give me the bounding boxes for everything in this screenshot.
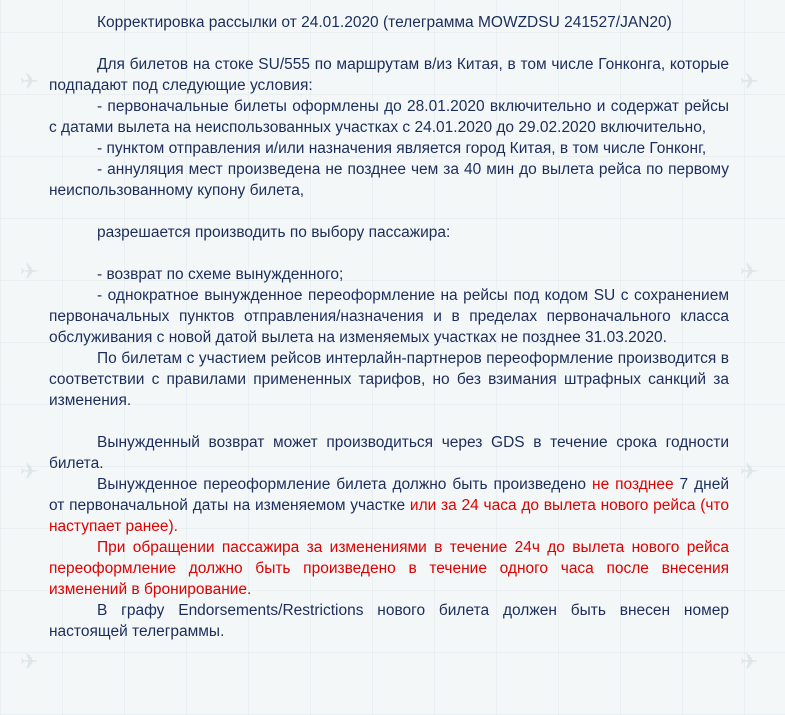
paragraph-scope: Для билетов на стоке SU/555 по маршрутам в/из Китая, в том числе Гонконга, которые подпадают под следующие условия: xyxy=(49,56,729,94)
spacer xyxy=(49,201,729,222)
document-body xyxy=(49,12,729,642)
condition-issue-dates: - первоначальные билеты оформлены до 28.01.2020 включительно и содержат рейсы с датами вылета на неиспользованных участках с 24.01.2020 до 29.02.2020 включительно, xyxy=(49,98,729,136)
watermark-logo: ✈ xyxy=(20,460,39,485)
paragraph-permission: разрешается производить по выбору пассажира: xyxy=(97,224,451,241)
deadline-highlight: не позднее xyxy=(592,476,674,493)
option-reissue: - однократное вынужденное переоформление на рейсы под кодом SU с сохранением первоначальных пунктов отправления/назначения и в пределах первоначального класса обслуживания с новой датой вылета на изменяемых участках не позднее 31.03.2020. xyxy=(49,287,729,346)
paragraph-endorsements: В графу Endorsements/Restrictions нового билета должен быть внесен номер настоящей телеграммы. xyxy=(49,602,729,640)
watermark-logo: ✈ xyxy=(20,70,39,95)
condition-origin-destination: - пунктом отправления и/или назначения является город Китая, в том числе Гонконг, xyxy=(97,140,707,157)
paragraph-interline: По билетам с участием рейсов интерлайн-партнеров переоформление производится в соответствии с правилами примененных тарифов, но без взимания штрафных санкций за изменения. xyxy=(49,350,729,409)
option-refund: - возврат по схеме вынужденного; xyxy=(97,266,344,283)
paragraph-reissue-deadline xyxy=(49,474,729,537)
watermark-logo: ✈ xyxy=(740,650,759,675)
condition-cancellation: - аннуляция мест произведена не позднее чем за 40 мин до вылета рейса по первому неиспользованному купону билета, xyxy=(49,161,729,199)
paragraph-gds-refund: Вынужденный возврат может производиться через GDS в течение срока годности билета. xyxy=(49,434,729,472)
watermark-logo: ✈ xyxy=(20,260,39,285)
spacer xyxy=(49,243,729,264)
deadline-text: Вынужденное переоформление билета должно быть произведено xyxy=(97,476,593,493)
watermark-logo: ✈ xyxy=(740,260,759,285)
watermark-logo: ✈ xyxy=(740,70,759,95)
spacer xyxy=(49,411,729,432)
document-title: Корректировка рассылки от 24.01.2020 (телеграмма MOWZDSU 241527/JAN20) xyxy=(97,14,672,31)
watermark-logo: ✈ xyxy=(740,460,759,485)
watermark-logo: ✈ xyxy=(20,650,39,675)
deadline-highlight-2: или за 24 часа до вылета нового рейса (что наступает ранее). xyxy=(49,497,729,535)
deadline-text-2: 7 дней от первоначальной даты на изменяемом участке xyxy=(49,476,730,514)
paragraph-24h-rule: При обращении пассажира за изменениями в течение 24ч до вылета нового рейса переоформление должно быть произведено в течение одного часа после внесения изменений в бронирование. xyxy=(49,539,729,598)
